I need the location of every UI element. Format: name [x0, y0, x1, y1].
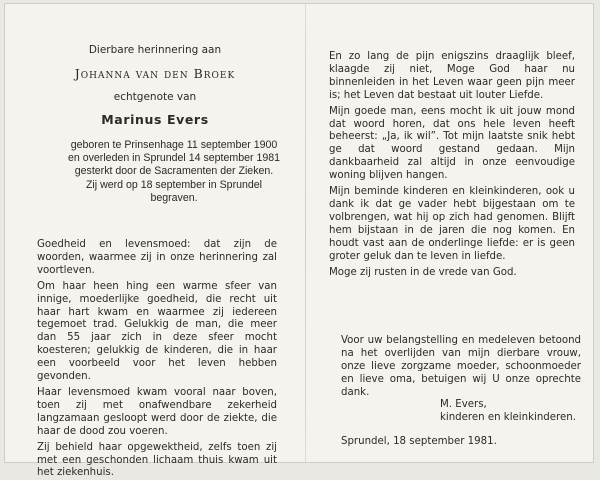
spouse-name: Marinus Evers [101, 112, 209, 127]
deceased-name-text: Johanna van den Broek [74, 66, 236, 81]
paragraph: Mijn goede man, eens mocht ik uit jouw mond dat woord horen, dat ons hele leven heeft beheerst: „Ja, ik wil”. Tot mijn laatste snik hebt ge dat woord gestand gedaan. Mijn dankbaarheid zal altijd in onze eenvoudige woning blijven hangen. [329, 105, 575, 182]
paragraph: Haar levensmoed kwam vooral naar boven, toen zij met onafwendbare zekerheid langzamaan gesloopt werd door de ziekte, die haar de dood zou voeren. [37, 386, 277, 437]
bio-line: Zij werd op 18 september in Sprundel [85, 178, 263, 191]
spouse-label: echtgenote van [113, 91, 197, 103]
place-date: Sprundel, 18 september 1981. [341, 436, 497, 447]
fold-line [305, 4, 306, 462]
bio-line: geboren te Prinsenhage 11 september 1900 [70, 139, 278, 151]
signature-family: kinderen en kleinkinderen. [440, 412, 576, 423]
intro-text: Dierbare herinnering aan [88, 44, 222, 56]
paragraph: En zo lang de pijn enigszins draaglijk bleef, klaagde zij niet, Moge God haar nu binnenleiden in het Leven waar geen pijn meer is; het Leven dat bestaat uit louter Liefde. [329, 51, 575, 101]
bio-line: begraven. [150, 191, 198, 204]
bio-line: gesterkt door de Sacramenten der Zieken. [74, 165, 274, 178]
paragraph: Zij behield haar opgewektheid, zelfs toen zij met een geschonden lichaam thuis kwam uit het ziekenhuis. [37, 441, 277, 479]
signature [440, 398, 576, 424]
paragraph: Mijn beminde kinderen en kleinkinderen, ook u dank ik dat ge vader hebt bijgestaan om te volbrengen, wat hij op zich had genomen. Blijft hem bijstaan in de jaren die nog komen. En houdt vast aan de onderlinge liefde: er is geen groter geluk dan te leven in liefde. [329, 186, 575, 262]
memorial-card [4, 3, 594, 479]
deceased-name [5, 66, 305, 81]
tribute-text-right [329, 51, 575, 279]
tribute-text-left [37, 239, 277, 480]
bio-line: en overleden in Sprundel 14 september 1981 [67, 152, 281, 165]
paragraph: Moge zij rusten in de vrede van God. [329, 266, 517, 278]
signature-name: M. Evers, [440, 399, 487, 410]
paragraph: Om haar heen hing een warme sfeer van innige, moederlijke goedheid, die recht uit haar hart kwam en waarmee zij iedereen tegemoet trad. Gelukkig de man, die meer dan 55 jaar zich in deze sfeer mocht koesteren; gelukkig de kinderen, die in haar een voorbeeld voor het leven hebben gevonden. [37, 280, 277, 383]
paragraph: Goedheid en levensmoed: dat zijn de woorden, waarmee zij in onze herinnering zal voortleven. [37, 239, 277, 276]
bio-block [39, 139, 309, 205]
thanks-text: Voor uw belangstelling en medeleven betoond na het overlijden van mijn dierbare vrouw, onze lieve zorgzame moeder, schoonmoeder en lieve oma, betuigen wij U onze oprechte dank. [341, 335, 581, 398]
